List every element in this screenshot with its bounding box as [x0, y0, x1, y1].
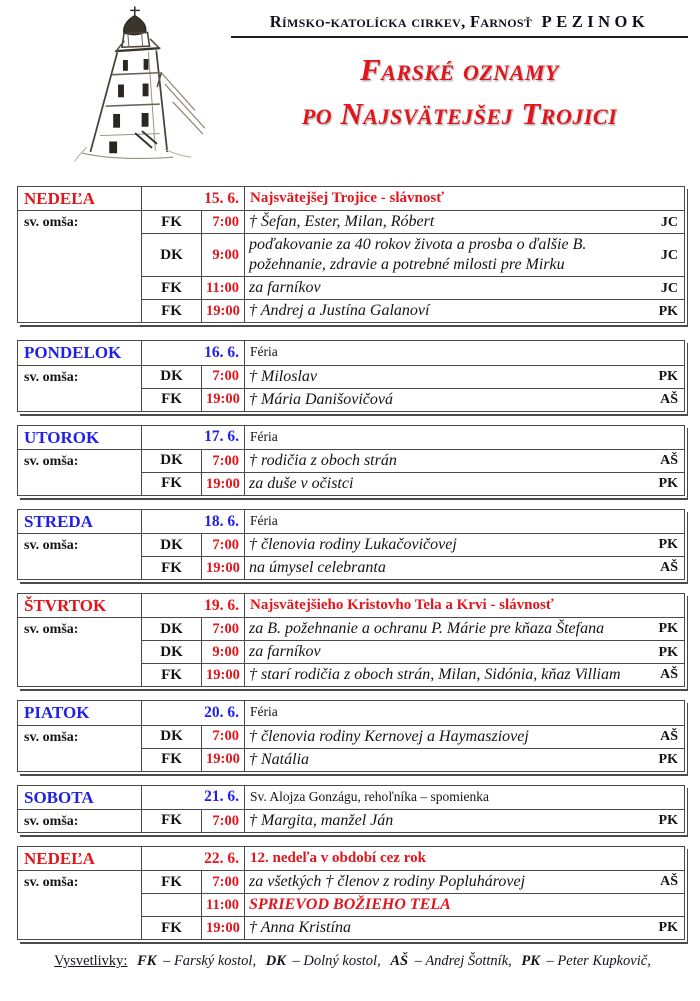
- day-header-row: [18, 187, 685, 211]
- church-code: [142, 894, 202, 917]
- mass-intention: za farníkov: [245, 641, 629, 664]
- day-table-4-streda: [17, 509, 684, 580]
- celebrant-code: AŠ: [629, 388, 685, 411]
- mass-intention: † rodičia z oboch strán: [245, 449, 629, 472]
- celebrant-code: PK: [629, 748, 685, 771]
- church-code: FK: [142, 388, 202, 411]
- feast-title: Féria: [245, 425, 685, 449]
- day-table-7-sobota: [17, 785, 684, 833]
- mass-intention: † Miloslav: [245, 365, 629, 388]
- mass-time: 19:00: [202, 388, 245, 411]
- mass-time: 7:00: [202, 618, 245, 641]
- mass-label: sv. omša:: [18, 449, 142, 495]
- legend-desc: – Farský kostol,: [163, 953, 257, 969]
- celebrant-code: PK: [629, 618, 685, 641]
- mass-time: 7:00: [202, 534, 245, 557]
- organization-title: [231, 12, 688, 38]
- celebrant-code: AŠ: [629, 725, 685, 748]
- mass-time: 7:00: [202, 871, 245, 894]
- celebrant-code: PK: [629, 917, 685, 940]
- organization-name: Rímsko-katolícka cirkev, Farnosť: [269, 12, 533, 31]
- mass-time: 19:00: [202, 300, 245, 323]
- day-schedule-table: [17, 425, 685, 496]
- day-schedule-table: [17, 593, 685, 687]
- mass-row: [18, 534, 685, 557]
- legend-abbr: FK: [137, 953, 157, 969]
- mass-row: [18, 211, 685, 234]
- legend-label: Vysvetlivky:: [54, 953, 128, 969]
- celebrant-code: PK: [629, 300, 685, 323]
- masthead: [17, 4, 688, 172]
- day-name: NEDEĽA: [18, 846, 142, 870]
- mass-intention: † starí rodičia z oboch strán, Milan, Sidónia, kňaz Villiam: [245, 664, 629, 687]
- feast-title: Sv. Alojza Gonzágu, rehoľníka – spomienka: [245, 785, 685, 809]
- day-header-row: [18, 701, 685, 725]
- day-name: NEDEĽA: [18, 187, 142, 211]
- mass-time: 11:00: [202, 277, 245, 300]
- mass-time: 11:00: [202, 894, 245, 917]
- mass-time: 7:00: [202, 809, 245, 832]
- day-name: PONDELOK: [18, 341, 142, 365]
- mass-time: 19:00: [202, 472, 245, 495]
- mass-intention: † Margita, manžel Ján: [245, 809, 629, 832]
- church-code: FK: [142, 664, 202, 687]
- church-tower-sketch: [17, 4, 227, 166]
- mass-row: [18, 365, 685, 388]
- legend-abbr: AŠ: [390, 953, 409, 969]
- day-date: 19. 6.: [142, 594, 245, 618]
- church-code: FK: [142, 277, 202, 300]
- day-name: ŠTVRTOK: [18, 594, 142, 618]
- mass-time: 19:00: [202, 748, 245, 771]
- day-date: 15. 6.: [142, 187, 245, 211]
- mass-row: [18, 618, 685, 641]
- mass-label: sv. omša:: [18, 809, 142, 832]
- celebrant-code: PK: [629, 472, 685, 495]
- day-table-3-utorok: [17, 425, 684, 496]
- day-table-5-štvrtok: [17, 593, 684, 687]
- legend: [17, 953, 688, 970]
- mass-schedule-tables: [17, 186, 688, 940]
- day-schedule-table: [17, 700, 685, 771]
- day-header-row: [18, 509, 685, 533]
- mass-time: 19:00: [202, 917, 245, 940]
- day-table-8-nedeľa: [17, 846, 684, 940]
- church-code: FK: [142, 871, 202, 894]
- celebrant-code: AŠ: [629, 449, 685, 472]
- day-date: 16. 6.: [142, 341, 245, 365]
- mass-label: sv. omša:: [18, 211, 142, 323]
- mass-time: 7:00: [202, 449, 245, 472]
- day-table-6-piatok: [17, 700, 684, 771]
- celebrant-code: JC: [629, 277, 685, 300]
- mass-intention: † členovia rodiny Lukačovičovej: [245, 534, 629, 557]
- mass-row: [18, 725, 685, 748]
- mass-row: [18, 871, 685, 894]
- title-line-2: po Najsvätejšej Trojici: [301, 96, 618, 131]
- day-table-1-nedeľa: [17, 186, 684, 323]
- mass-label: sv. omša:: [18, 365, 142, 411]
- mass-label: sv. omša:: [18, 618, 142, 687]
- feast-title: Najsvätejšej Trojice - slávnosť: [245, 187, 685, 211]
- mass-intention: SPRIEVOD BOŽIEHO TELA: [245, 894, 629, 917]
- day-date: 21. 6.: [142, 785, 245, 809]
- day-header-row: [18, 341, 685, 365]
- legend-desc: – Andrej Šottník,: [414, 953, 512, 969]
- day-header-row: [18, 425, 685, 449]
- day-schedule-table: [17, 509, 685, 580]
- celebrant-code: PK: [629, 534, 685, 557]
- mass-time: 19:00: [202, 664, 245, 687]
- celebrant-code: JC: [629, 211, 685, 234]
- mass-label: sv. omša:: [18, 871, 142, 940]
- feast-title: Najsvätejšieho Kristovho Tela a Krvi - slávnosť: [245, 594, 685, 618]
- church-code: FK: [142, 748, 202, 771]
- feast-title: Féria: [245, 509, 685, 533]
- mass-intention: † Natália: [245, 748, 629, 771]
- church-code: FK: [142, 557, 202, 580]
- mass-intention: za B. požehnanie a ochranu P. Márie pre kňaza Štefana: [245, 618, 629, 641]
- day-table-2-pondelok: [17, 340, 684, 411]
- feast-title: Féria: [245, 701, 685, 725]
- mass-intention: za všetkých † členov z rodiny Popluhárovej: [245, 871, 629, 894]
- mass-time: 7:00: [202, 725, 245, 748]
- church-code: FK: [142, 809, 202, 832]
- day-schedule-table: [17, 186, 685, 323]
- mass-row: [18, 809, 685, 832]
- legend-abbr: PK: [521, 953, 540, 969]
- church-tower-illustration: [17, 4, 231, 172]
- celebrant-code: PK: [629, 809, 685, 832]
- mass-intention: † Andrej a Justína Galanoví: [245, 300, 629, 323]
- celebrant-code: JC: [629, 234, 685, 277]
- day-name: PIATOK: [18, 701, 142, 725]
- church-code: DK: [142, 641, 202, 664]
- celebrant-code: PK: [629, 641, 685, 664]
- church-code: DK: [142, 725, 202, 748]
- mass-time: 19:00: [202, 557, 245, 580]
- mass-intention: † Šefan, Ester, Milan, Róbert: [245, 211, 629, 234]
- day-name: STREDA: [18, 509, 142, 533]
- day-name: UTOROK: [18, 425, 142, 449]
- celebrant-code: [629, 894, 685, 917]
- mass-intention: † Anna Kristína: [245, 917, 629, 940]
- day-date: 17. 6.: [142, 425, 245, 449]
- mass-row: [18, 449, 685, 472]
- day-schedule-table: [17, 340, 685, 411]
- church-code: DK: [142, 618, 202, 641]
- mass-intention: † Mária Danišovičová: [245, 388, 629, 411]
- feast-title: 12. nedeľa v období cez rok: [245, 846, 685, 870]
- celebrant-code: AŠ: [629, 664, 685, 687]
- mass-label: sv. omša:: [18, 534, 142, 580]
- mass-intention: za duše v očistci: [245, 472, 629, 495]
- day-name: SOBOTA: [18, 785, 142, 809]
- mass-intention: poďakovanie za 40 rokov života a prosba o ďalšie B. požehnanie, zdravie a potrebné milosti pre Mirku: [245, 234, 629, 277]
- celebrant-code: AŠ: [629, 557, 685, 580]
- day-date: 18. 6.: [142, 509, 245, 533]
- celebrant-code: AŠ: [629, 871, 685, 894]
- mass-label: sv. omša:: [18, 725, 142, 771]
- day-header-row: [18, 785, 685, 809]
- mass-time: 9:00: [202, 234, 245, 277]
- feast-title: Féria: [245, 341, 685, 365]
- page-title: [231, 48, 688, 136]
- day-header-row: [18, 846, 685, 870]
- celebrant-code: PK: [629, 365, 685, 388]
- day-date: 20. 6.: [142, 701, 245, 725]
- parish-city: PEZINOK: [541, 12, 650, 31]
- title-line-1: Farské oznamy: [360, 52, 559, 87]
- mass-time: 7:00: [202, 211, 245, 234]
- masthead-text: [231, 4, 688, 172]
- legend-desc: – Peter Kupkovič,: [546, 953, 651, 969]
- legend-abbr: DK: [265, 953, 286, 969]
- church-code: DK: [142, 534, 202, 557]
- church-code: FK: [142, 211, 202, 234]
- church-code: FK: [142, 917, 202, 940]
- day-schedule-table: [17, 846, 685, 940]
- mass-intention: za farníkov: [245, 277, 629, 300]
- church-code: FK: [142, 300, 202, 323]
- mass-time: 9:00: [202, 641, 245, 664]
- church-code: DK: [142, 449, 202, 472]
- church-code: DK: [142, 234, 202, 277]
- day-date: 22. 6.: [142, 846, 245, 870]
- legend-desc: – Dolný kostol,: [292, 953, 381, 969]
- mass-intention: na úmysel celebranta: [245, 557, 629, 580]
- mass-time: 7:00: [202, 365, 245, 388]
- day-schedule-table: [17, 785, 685, 833]
- church-code: FK: [142, 472, 202, 495]
- church-code: DK: [142, 365, 202, 388]
- day-header-row: [18, 594, 685, 618]
- mass-intention: † členovia rodiny Kernovej a Haymasziovej: [245, 725, 629, 748]
